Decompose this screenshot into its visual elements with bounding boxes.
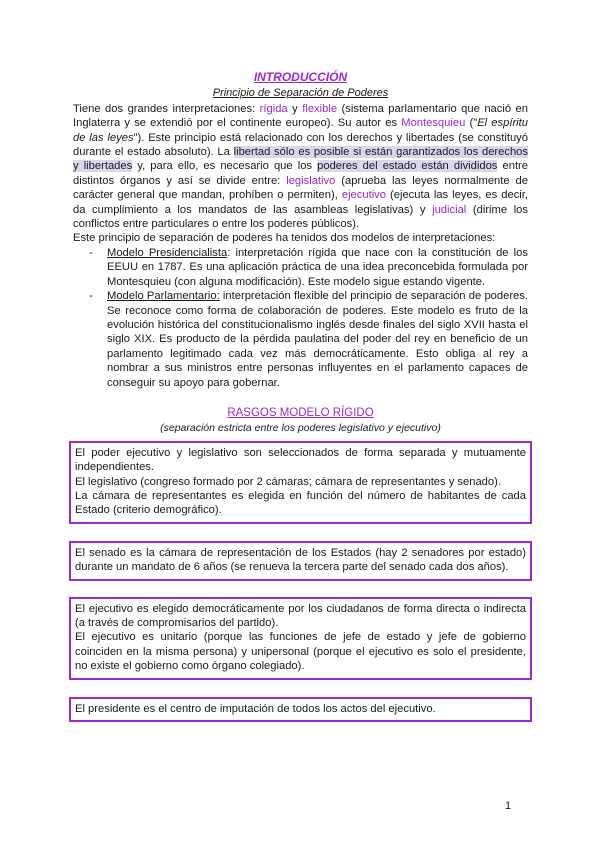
document-page xyxy=(73,70,528,722)
term-rigida: rígida xyxy=(259,102,288,115)
term-legislativo: legislativo xyxy=(286,174,336,187)
intro-paragraph xyxy=(73,102,528,232)
list-item-parlamentario xyxy=(107,289,528,390)
intro-text: (sistema parlamentario que nació en Inglaterra y se extendió por el continente europeo). Su autor es xyxy=(73,102,528,130)
term-montesquieu: Montesquieu xyxy=(401,117,466,130)
term-flexible: flexible xyxy=(302,102,338,115)
box-paragraph: El presidente es el centro de imputación de todos los actos del ejecutivo. xyxy=(75,702,436,715)
model-text: interpretación flexible del principio de separación de poderes. Se reconoce como forma de colaboración de poderes. Este modelo es fruto de la evolución histórica del constitucionalismo inglés desde finales del siglo XVII hasta el siglo XIX. Es producto de la pérdida paulatina del poder del rey en beneficio de un parlamento legitimado cada vez más democráticamente. Esto obliga al rey a nombrar a sus ministros entre personas influyentes en el parlamento capaces de conseguir su apoyo para gobernar. xyxy=(107,290,528,389)
section-title: RASGOS MODELO RÍGIDO xyxy=(227,406,374,419)
box-seleccion xyxy=(69,441,532,524)
intro-text: Tiene dos grandes interpretaciones: xyxy=(73,102,260,115)
models-intro: Este principio de separación de poderes ha tenidos dos modelos de interpretaciones: xyxy=(73,232,496,245)
intro-text: entre distintos órganos y así se divide entre: xyxy=(73,160,529,187)
page-subtitle: Principio de Separación de Poderes xyxy=(212,87,389,100)
box-paragraph: La cámara de representantes es elegida en función del número de habitantes de cada Estado (criterio demográfico). xyxy=(75,489,526,517)
box-paragraph: El ejecutivo es unitario (porque las funciones de jefe de estado y jefe de gobierno coinciden en la misma persona) y unipersonal (porque el ejecutivo es solo el presidente, no existe el gobierno como órgano colegiado). xyxy=(75,631,526,673)
model-name: Modelo Presidencialista xyxy=(107,246,228,259)
intro-text: (ejecuta las leyes, es decir, da cumplimiento a los mandatos de las asambleas legislativas) y xyxy=(73,189,528,216)
term-judicial: judicial xyxy=(432,203,467,216)
box-presidente xyxy=(69,697,532,722)
page-number: 1 xyxy=(505,800,512,812)
box-paragraph: El senado es la cámara de representación de los Estados (hay 2 senadores por estado) durante un mandato de 6 años (se renueva la tercera parte del senado cada dos años). xyxy=(75,546,526,574)
book-title: El espíritu de las leyes xyxy=(73,117,528,144)
box-paragraph: El legislativo (congreso formado por 2 cámaras; cámara de representantes y senado). xyxy=(75,475,501,488)
model-name: Modelo Parlamentario: xyxy=(107,290,220,303)
highlight-libertad: libertad sólo es posible si están garantizados los derechos y libertades xyxy=(73,146,528,173)
box-ejecutivo xyxy=(69,597,532,680)
section-subtitle: (separación estricta entre los poderes legislativo y ejecutivo) xyxy=(160,422,441,435)
models-list xyxy=(73,246,528,390)
box-paragraph: El poder ejecutivo y legislativo son seleccionados de forma separada y mutuamente independientes. xyxy=(75,446,526,474)
list-item-presidencialista xyxy=(107,246,528,289)
intro-text: (dirime los conflictos entre particulares o entre los poderes públicos). xyxy=(73,203,529,231)
box-senado xyxy=(69,541,532,581)
intro-text: y xyxy=(287,102,303,115)
box-paragraph: El ejecutivo es elegido democráticamente por los ciudadanos de forma directa o indirecta (a través de compromisarios del partido). xyxy=(75,602,526,629)
term-ejecutivo: ejecutivo xyxy=(341,189,386,202)
highlight-poderes: poderes del estado están divididos xyxy=(317,160,498,173)
intro-text: y, para ello, es necesario que los xyxy=(132,160,318,173)
intro-text: "). Este principio está relacionado con los derechos y libertades (se constituyó durante el estado absoluto). La xyxy=(73,131,528,159)
page-title: INTRODUCCIÓN xyxy=(253,70,348,84)
model-text: : interpretación rígida que nace con la constitución de los EEUU en 1787. Es una aplicación práctica de una idea preconcebida formulada por Montesquieu (con alguna modificación). Este modelo sigue estando vigente. xyxy=(107,246,528,288)
intro-text: (" xyxy=(465,117,478,130)
intro-text: (aprueba las leyes normalmente de carácter general que mandan, prohíben o permiten), xyxy=(73,174,528,202)
